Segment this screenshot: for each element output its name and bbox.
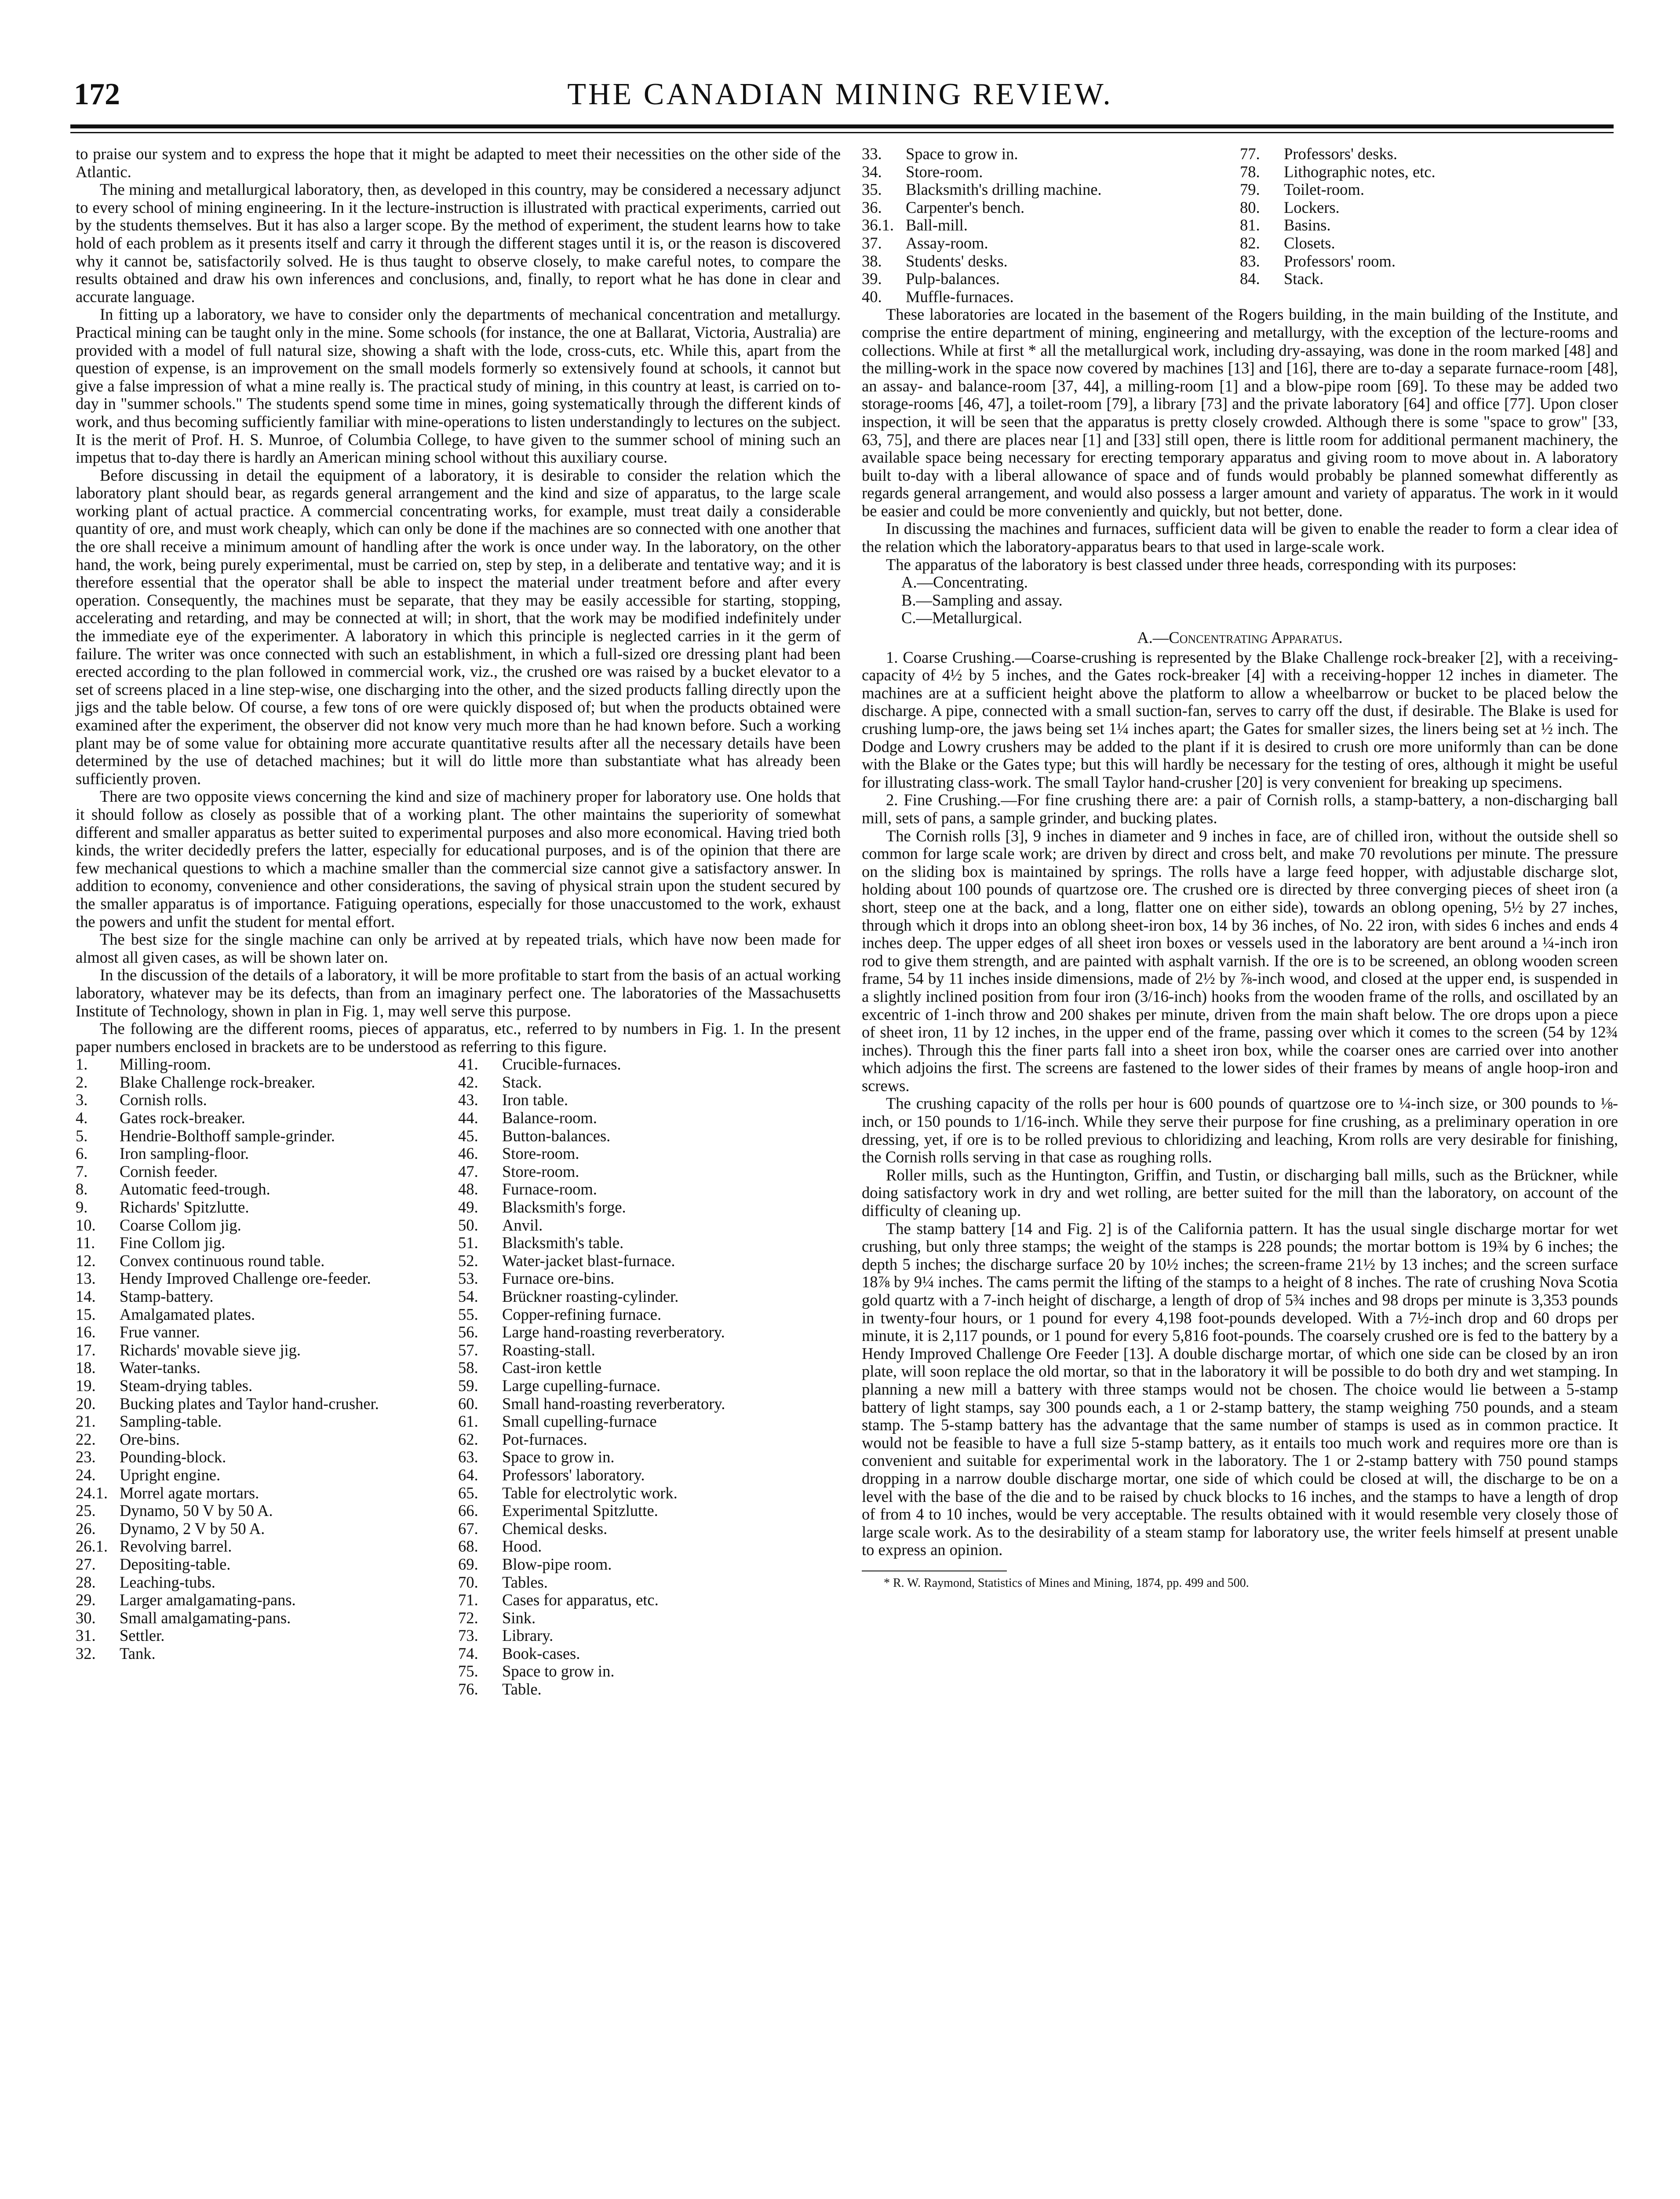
item-label: Iron sampling-floor. — [120, 1144, 249, 1163]
list-item — [76, 1609, 458, 1627]
item-number: 48. — [458, 1180, 478, 1198]
item-label: Automatic feed-trough. — [120, 1180, 270, 1198]
item-number: 22. — [76, 1430, 96, 1448]
list-item — [76, 1395, 458, 1413]
item-label: Pulp-balances. — [906, 270, 1000, 288]
item-number: 34. — [862, 162, 882, 181]
paragraph: In fitting up a laboratory, we have to consider only the departments of mechanical concentration and metallurgy. Practical mining can be taught only in the mine. Some schools (for instance, the one at Ballarat, Victoria, Australia) are provided with a model of full natural size, showing a shaft with the lode, cross-cuts, etc. While this, apart from the question of expense, is an improvement on the small models formerly so extensively found at schools, it cannot but give a false impression of what a mine really is. The practical study of mining, in this country at least, is carried on to-day in "summer schools." The students spend some time in mines, going systematically through the different kinds of work, and thus becoming sufficiently familiar with mine-operations to listen understandingly to lectures on the subject. It is the merit of Prof. H. S. Munroe, of Columbia College, to have given to the summer school of mining such an impetus that to-day there is hardly an American mining school without this auxiliary course. — [76, 305, 841, 467]
item-label: Ore-bins. — [120, 1430, 180, 1448]
list-item — [76, 1466, 458, 1484]
item-label: Bucking plates and Taylor hand-crusher. — [120, 1394, 379, 1413]
list-item — [458, 1252, 841, 1270]
item-number: 62. — [458, 1430, 478, 1448]
item-label: Tables. — [502, 1573, 548, 1591]
item-number: 43. — [458, 1091, 478, 1109]
list-item — [458, 1163, 841, 1181]
list-item — [458, 1395, 841, 1413]
item-number: 44. — [458, 1109, 478, 1127]
paragraph: The apparatus of the laboratory is best classed under three heads, corresponding with its purposes: — [886, 555, 1517, 573]
item-number: 46. — [458, 1144, 478, 1163]
item-label: Hendrie-Bolthoff sample-grinder. — [120, 1126, 335, 1145]
item-number: 55. — [458, 1305, 478, 1323]
item-number: 25. — [76, 1501, 96, 1520]
list-item — [458, 1413, 841, 1431]
list-item — [76, 1591, 458, 1609]
item-number: 68. — [458, 1537, 478, 1556]
item-label: Small cupelling-furnace — [502, 1412, 657, 1431]
item-label: Button-balances. — [502, 1126, 611, 1145]
item-number: 3. — [76, 1091, 88, 1109]
list-item — [458, 1448, 841, 1466]
list-item — [76, 1074, 458, 1092]
list-item — [458, 1502, 841, 1520]
list-item — [1240, 216, 1618, 234]
item-label: Blacksmith's drilling machine. — [906, 180, 1102, 199]
item-number: 84. — [1240, 270, 1260, 288]
item-number: 58. — [458, 1359, 478, 1377]
list-item — [458, 1216, 841, 1235]
paragraph: These laboratories are located in the basement of the Rogers building, in the main building of the Institute, and comprise the entire department of mining, engineering and metallurgy, with the exception of the lecture-rooms and collections. While at first * all the metallurgical work, including dry-assaying, was done in the room marked [48] and the milling-work in the space now covered by machines [13] and [16], there are to-day a separate furnace-room [48], an assay- and balance-room [37, 44], a milling-room [1] and a blow-pipe room [69]. To these may be added two storage-rooms [46, 47], a toilet-room [79], a library [73] and the private laboratory [64] and office [77]. Upon closer inspection, it will be seen that the apparatus is pretty closely crowded. Although there is some "space to grow" [33, 63, 75], and there are places near [1] and [33] still open, there is little room for additional permanent machinery, the available space being necessary for erecting temporary apparatus and giving room to move about in. A laboratory built to-day with a liberal allowance of space and of funds would probably be planned somewhat differently as regards general arrangement, and would also possess a larger amount and variety of apparatus. The work in it would be easier and could be more conveniently and quickly, but not better, done. — [862, 305, 1618, 520]
item-number: 35. — [862, 180, 882, 199]
item-label: Stamp-battery. — [120, 1287, 214, 1305]
item-number: 33. — [862, 145, 882, 163]
list-item — [862, 252, 1240, 270]
list-item — [76, 1323, 458, 1341]
list-item — [458, 1520, 841, 1538]
item-number: 40. — [862, 287, 882, 306]
list-item — [458, 1180, 841, 1198]
list-item — [458, 1270, 841, 1288]
paragraph: Roller mills, such as the Huntington, Griffin, and Tustin, or discharging ball mills, such as the Brückner, while doing satisfactory work in dry and wet rolling, are better suited for the mill than the laboratory, on account of the difficulty of cleaning up. — [862, 1165, 1618, 1220]
item-number: 11. — [76, 1234, 95, 1252]
item-number: 24. — [76, 1465, 96, 1484]
list-item — [458, 1627, 841, 1645]
list-item — [76, 1574, 458, 1592]
list-item — [76, 1448, 458, 1466]
list-item — [458, 1359, 841, 1377]
item-number: 77. — [1240, 145, 1260, 163]
item-number: 10. — [76, 1216, 96, 1234]
paragraph: Before discussing in detail the equipment of a laboratory, it is desirable to consider the relation which the laboratory plant should bear, as regards general arrangement and the kind and size of apparatus, to the large scale working plant of actual practice. A commercial concentrating works, for example, must treat daily a considerable quantity of ore, and must work cheaply, which can only be done if the machines are so connected with one another that the ore shall receive a minimum amount of handling after the work is once under way. In the laboratory, on the other hand, the work, being purely experimental, must be carried on, step by step, in a deliberate and tentative way; and it is therefore essential that the operator shall be able to inspect the material under treatment before and after every operation. Consequently, the machines must be separate, that they may be easily accessible for starting, stopping, accelerating and retarding, and may be connected at will; in short, that the work may be modified indefinitely under the immediate eye of the experimenter. A laboratory in which this principle is neglected carries in it the germ of failure. The writer was once connected with such an establishment, in which a full-sized ore dressing plant had been erected according to the plan followed in commercial work, viz., the crushed ore was raised by a bucket elevator to a set of screens placed in a line step-wise, one discharging into the other, and the sized products falling directly upon the jigs and the table below. Of course, a few tons of ore were quickly disposed of; but when the products obtained were examined after the experiment, the observer did not know very much more than he had known before. Such a working plant may be of some value for obtaining more accurate quantitative results after all the necessary details have been determined by the use of detached machines; but it will do little more than substantiate what has already been sufficiently proven. — [76, 466, 841, 788]
list-item — [76, 1091, 458, 1109]
item-number: 73. — [458, 1626, 478, 1645]
list-item — [1240, 270, 1618, 288]
item-label: Table for electrolytic work. — [502, 1483, 678, 1502]
item-label: Blacksmith's table. — [502, 1234, 624, 1252]
item-label: Stack. — [1284, 270, 1324, 288]
legend-list — [76, 1056, 841, 1698]
item-number: 13. — [76, 1269, 96, 1288]
item-number: 30. — [76, 1608, 96, 1627]
list-item — [76, 1377, 458, 1395]
list-item — [76, 1109, 458, 1127]
list-item — [1240, 181, 1618, 199]
item-label: Assay-room. — [906, 234, 988, 252]
item-label: Toilet-room. — [1284, 180, 1364, 199]
item-number: 19. — [76, 1376, 96, 1395]
item-label: Blacksmith's forge. — [502, 1198, 626, 1216]
item-number: 49. — [458, 1198, 478, 1216]
list-item — [862, 288, 1240, 306]
paragraph: In discussing the machines and furnaces, sufficient data will be given to enable the reader to form a clear idea of the relation which the laboratory-apparatus bears to that used in large-scale work. — [862, 519, 1618, 556]
footnote: * R. W. Raymond, Statistics of Mines and Mining, 1874, pp. 499 and 500. — [884, 1576, 1249, 1590]
item-number: 66. — [458, 1501, 478, 1520]
legend-column-d — [1240, 145, 1618, 306]
paragraph: The stamp battery [14 and Fig. 2] is of the California pattern. It has the usual single discharge mortar for wet crushing, but only three stamps; the weight of the stamps is 228 pounds; the mortar bottom is 19¾ by 6 inches; the depth 5 inches; the discharge surface 20 by 10½ inches; the screen-frame 21½ by 13 inches; and the screen surface 18⅞ by 9¼ inches. The cams permit the lifting of the stamps to a height of 8 inches. The rate of crushing Nova Scotia gold quartz with a 7-inch height of discharge, a length of drop of 5¾ inches and 98 drops per minute is 3,353 pounds in twenty-four hours, or 1 pound for every 4,198 foot-pounds developed. With a 7½-inch drop and 60 drops per minute, it is 2,117 pounds, or 1 pound for every 5,816 foot-pounds. The coarsely crushed ore is fed to the battery by a Hendy Improved Challenge Ore Feeder [13]. A double discharge mortar, of which one side can be closed by an iron plate, will soon replace the old mortar, so that in the laboratory it will be possible to do both dry and wet stamping. In planning a new mill a battery with three stamps would not be chosen. The choice would lie between a 5-stamp battery of light stamps, say 300 pounds each, a 1 or 2-stamp battery, the stamp weighing 750 pounds, and a steam stamp. The 5-stamp battery has the advantage that the same number of stamps is used as in common practice. It would not be feasible to have a full size 5-stamp battery, as it entails too much work and requires more ore than is convenient and suitable for experimental work in the laboratory. The 1 or 2-stamp battery with 750 pound stamps dropping in a narrow double discharge mortar, one side of which could be closed at will, the discharge to be on a level with the base of the die and to be raised by chuck blocks to 16 inches, and the stamps to have a length of drop of from 4 to 10 inches, would be very acceptable. The results obtained with it would resemble very closely those of large scale work. As to the desirability of a steam stamp for laboratory use, the writer feels himself at present unable to express an opinion. — [862, 1219, 1618, 1559]
item-label: Crucible-furnaces. — [502, 1055, 621, 1074]
item-label: Morrel agate mortars. — [120, 1483, 259, 1502]
item-number: 81. — [1240, 216, 1260, 234]
item-number: 64. — [458, 1465, 478, 1484]
item-label: Cases for apparatus, etc. — [502, 1591, 659, 1609]
paragraph: There are two opposite views concerning the kind and size of machinery proper for laboratory use. One holds that it should follow as closely as possible that of a working plant. The other maintains the superiority of somewhat different and smaller apparatus as better suited to experimental purposes and also more economical. Having tried both kinds, the writer decidedly prefers the latter, especially for educational purposes, and is of the opinion that there are few mechanical questions to which a machine smaller than the commercial size cannot give a satisfactory answer. In addition to economy, convenience and other considerations, the saving of physical strain upon the student secured by the smaller apparatus is of importance. Fatiguing operations, especially for those unaccustomed to the work, exhaust the powers and unfit the student for mental effort. — [76, 787, 841, 931]
head-c: C.—Metallurgical. — [901, 609, 1023, 627]
paragraph: In the discussion of the details of a laboratory, it will be more profitable to start from the basis of an actual working laboratory, whatever may be its defects, than from an imaginary perfect one. The laboratories of the Massachusetts Institute of Technology, shown in plan in Fig. 1, may well serve this purpose. — [76, 966, 841, 1020]
item-label: Brückner roasting-cylinder. — [502, 1287, 679, 1305]
list-item — [458, 1645, 841, 1663]
item-label: Hood. — [502, 1537, 542, 1556]
item-number: 65. — [458, 1483, 478, 1502]
list-item — [76, 1127, 458, 1145]
item-number: 16. — [76, 1323, 96, 1341]
item-label: Ball-mill. — [906, 216, 968, 234]
right-column — [862, 145, 1618, 1591]
list-item — [458, 1431, 841, 1449]
item-label: Store-room. — [502, 1144, 579, 1163]
item-number: 5. — [76, 1126, 88, 1145]
header-rule — [70, 124, 1614, 128]
list-item — [76, 1252, 458, 1270]
item-number: 26.1. — [76, 1537, 108, 1556]
item-label: Steam-drying tables. — [120, 1376, 253, 1395]
list-item — [76, 1413, 458, 1431]
item-number: 69. — [458, 1555, 478, 1573]
list-item — [458, 1056, 841, 1074]
item-number: 28. — [76, 1573, 96, 1591]
item-number: 32. — [76, 1644, 96, 1662]
item-label: Settler. — [120, 1626, 165, 1645]
item-label: Sink. — [502, 1608, 536, 1627]
item-label: Copper-refining furnace. — [502, 1305, 662, 1323]
list-item — [76, 1484, 458, 1502]
item-label: Depositing-table. — [120, 1555, 231, 1573]
item-label: Hendy Improved Challenge ore-feeder. — [120, 1269, 371, 1288]
list-item — [862, 181, 1240, 199]
left-column — [76, 145, 841, 1699]
item-label: Richards' Spitzlutte. — [120, 1198, 249, 1216]
item-label: Balance-room. — [502, 1109, 597, 1127]
paragraph: The crushing capacity of the rolls per hour is 600 pounds of quartzose ore to ¼-inch size, or 300 pounds to ⅛-inch, or 150 pounds to 1/16-inch. While they serve their purpose for fine crushing, as a preliminary operation in ore dressing, yet, if ore is to be rolled previous to chloridizing and leaching, Krom rolls are very desirable for finishing, the Cornish rolls serving in that case as roughing rolls. — [862, 1094, 1618, 1166]
item-label: Small amalgamating-pans. — [120, 1608, 291, 1627]
item-label: Closets. — [1284, 234, 1335, 252]
list-item — [862, 163, 1240, 181]
item-label: Leaching-tubs. — [120, 1573, 215, 1591]
list-item — [76, 1359, 458, 1377]
item-label: Small hand-roasting reverberatory. — [502, 1394, 725, 1413]
item-number: 27. — [76, 1555, 96, 1573]
item-label: Professors' desks. — [1284, 145, 1398, 163]
item-number: 60. — [458, 1394, 478, 1413]
item-number: 15. — [76, 1305, 96, 1323]
item-label: Anvil. — [502, 1216, 543, 1234]
list-item — [76, 1288, 458, 1306]
item-label: Store-room. — [906, 162, 983, 181]
item-number: 4. — [76, 1109, 88, 1127]
item-label: Space to grow in. — [906, 145, 1018, 163]
list-item — [76, 1520, 458, 1538]
item-label: Gates rock-breaker. — [120, 1109, 245, 1127]
item-number: 45. — [458, 1126, 478, 1145]
running-head: THE CANADIAN MINING REVIEW. — [567, 77, 1113, 111]
item-number: 31. — [76, 1626, 96, 1645]
item-label: Tank. — [120, 1644, 156, 1662]
item-label: Large hand-roasting reverberatory. — [502, 1323, 725, 1341]
item-number: 74. — [458, 1644, 478, 1662]
item-label: Amalgamated plates. — [120, 1305, 255, 1323]
paragraph: The mining and metallurgical laboratory, then, as developed in this country, may be considered a necessary adjunct to every school of mining engineering. In it the lecture-instruction is illustrated with practical experiments, carried out by the students themselves. But it has also a larger scope. By the method of experiment, the student learns how to take hold of each problem as it presents itself and carry it through the different stages until it is, or the reason is discovered why it cannot be, satisfactorily solved. He is thus taught to observe closely, to make careful notes, to compare the results obtained and draw his own inferences and conclusions, and, finally, to report what he has done in clear and accurate language. — [76, 180, 841, 306]
list-item — [458, 1074, 841, 1092]
item-number: 20. — [76, 1394, 96, 1413]
paragraph: 2. Fine Crushing.—For fine crushing there are: a pair of Cornish rolls, a stamp-battery, a non-discharging ball mill, sets of pans, a sample grinder, and bucking plates. — [862, 791, 1618, 827]
list-item — [458, 1609, 841, 1627]
item-number: 75. — [458, 1662, 478, 1680]
list-item — [458, 1556, 841, 1574]
item-label: Students' desks. — [906, 252, 1008, 270]
item-label: Frue vanner. — [120, 1323, 200, 1341]
item-number: 2. — [76, 1073, 88, 1091]
item-number: 51. — [458, 1234, 478, 1252]
item-number: 78. — [1240, 162, 1260, 181]
item-number: 52. — [458, 1251, 478, 1270]
list-item — [458, 1341, 841, 1359]
list-item — [458, 1538, 841, 1556]
list-item — [458, 1145, 841, 1163]
item-label: Cornish rolls. — [120, 1091, 207, 1109]
item-number: 76. — [458, 1680, 478, 1699]
item-number: 47. — [458, 1162, 478, 1180]
item-label: Professors' laboratory. — [502, 1465, 645, 1484]
list-item — [76, 1145, 458, 1163]
list-item — [76, 1306, 458, 1324]
list-item — [458, 1574, 841, 1592]
item-number: 63. — [458, 1448, 478, 1466]
item-label: Blow-pipe room. — [502, 1555, 612, 1573]
list-item — [1240, 163, 1618, 181]
item-label: Lithographic notes, etc. — [1284, 162, 1436, 181]
list-item — [76, 1163, 458, 1181]
item-label: Large cupelling-furnace. — [502, 1376, 661, 1395]
item-number: 50. — [458, 1216, 478, 1234]
item-label: Table. — [502, 1680, 542, 1699]
item-number: 54. — [458, 1287, 478, 1305]
legend-column-c — [862, 145, 1240, 306]
item-number: 24.1. — [76, 1483, 108, 1502]
head-a: A.—Concentrating. — [901, 573, 1028, 592]
list-item — [458, 1306, 841, 1324]
list-item — [1240, 234, 1618, 252]
item-number: 72. — [458, 1608, 478, 1627]
item-label: Roasting-stall. — [502, 1341, 595, 1359]
list-item — [458, 1091, 841, 1109]
paragraph: The best size for the single machine can only be arrived at by repeated trials, which have now been made for almost all given cases, as will be shown later on. — [76, 930, 841, 966]
item-number: 18. — [76, 1359, 96, 1377]
list-item — [76, 1538, 458, 1556]
list-item — [76, 1056, 458, 1074]
item-label: Basins. — [1284, 216, 1331, 234]
item-label: Cast-iron kettle — [502, 1359, 602, 1377]
paragraph: The Cornish rolls [3], 9 inches in diameter and 9 inches in face, are of chilled iron, without the outside shell so common for large scale work; are driven by direct and cross belt, and make 70 revolutions per minute. The pressure on the sliding box is maintained by springs. The rolls have a large feed hopper, with adjustable discharge slot, holding about 100 pounds of quartzose ore. The crushed ore is directed by three converging pieces of sheet iron (a short, steep one at the back, and a long, flatter one on either side), towards an oblong opening, 5½ by 27 inches, through which it drops into an oblong sheet-iron box, 14 by 36 inches, of No. 22 iron, with sides 6 inches and ends 4 inches deep. The upper edges of all sheet iron boxes or vessels used in the laboratory are bent around a ¼-inch iron rod to give them strength, and are painted with asphalt varnish. If the ore is to be screened, an oblong wooden screen frame, 54 by 11 inches inside dimensions, made of 2½ by ⅞-inch wood, and closed at the upper end, is suspended in a slightly inclined position from four iron (3/16-inch) hooks from the wooden frame of the rolls, and oscillated by an excentric of 1-inch throw and 200 shakes per minute, driven from the main shaft below. The ore drops upon a piece of sheet iron, 11 by 12 inches, in the upper end of the frame, passing over which it comes to the screen (54 by 12¾ inches). Through this the finer parts fall into a sheet iron box, while the coarser ones are carried over into another which adjoins the first. The screens are fastened to the lower sides of their frames by means of angle hoop-iron and screws. — [862, 826, 1618, 1095]
list-item — [458, 1288, 841, 1306]
paragraph: to praise our system and to express the hope that it might be adapted to meet their necessities on the other side of the Atlantic. — [76, 145, 841, 181]
item-label: Carpenter's bench. — [906, 198, 1025, 216]
list-item — [458, 1662, 841, 1680]
item-number: 6. — [76, 1144, 88, 1163]
item-number: 7. — [76, 1162, 88, 1180]
item-label: Blake Challenge rock-breaker. — [120, 1073, 315, 1091]
item-number: 38. — [862, 252, 882, 270]
item-label: Stack. — [502, 1073, 542, 1091]
list-item — [458, 1198, 841, 1216]
list-item — [458, 1234, 841, 1252]
item-label: Coarse Collom jig. — [120, 1216, 241, 1234]
item-number: 37. — [862, 234, 882, 252]
list-item — [458, 1591, 841, 1609]
list-item — [76, 1341, 458, 1359]
section-title: A.—Concentrating Apparatus. — [1137, 628, 1343, 647]
list-item — [862, 234, 1240, 252]
legend-list-continued — [862, 145, 1618, 306]
item-label: Water-jacket blast-furnace. — [502, 1251, 675, 1270]
list-item — [862, 270, 1240, 288]
list-item — [1240, 199, 1618, 217]
item-label: Space to grow in. — [502, 1662, 615, 1680]
item-number: 39. — [862, 270, 882, 288]
item-label: Chemical desks. — [502, 1519, 608, 1538]
item-label: Iron table. — [502, 1091, 568, 1109]
list-item — [862, 199, 1240, 217]
list-item — [458, 1466, 841, 1484]
item-label: Upright engine. — [120, 1465, 221, 1484]
item-label: Furnace-room. — [502, 1180, 597, 1198]
item-number: 36. — [862, 198, 882, 216]
item-number: 67. — [458, 1519, 478, 1538]
item-number: 12. — [76, 1251, 96, 1270]
item-number: 14. — [76, 1287, 96, 1305]
page-number: 172 — [74, 77, 120, 111]
item-number: 61. — [458, 1412, 478, 1431]
item-label: Experimental Spitzlutte. — [502, 1501, 658, 1520]
list-item — [76, 1216, 458, 1235]
list-item — [76, 1431, 458, 1449]
legend-column-b — [458, 1056, 841, 1698]
item-number: 83. — [1240, 252, 1260, 270]
item-number: 17. — [76, 1341, 96, 1359]
item-number: 53. — [458, 1269, 478, 1288]
item-number: 36.1. — [862, 216, 894, 234]
item-number: 41. — [458, 1055, 478, 1074]
legend-column-a — [76, 1056, 458, 1698]
item-label: Furnace ore-bins. — [502, 1269, 615, 1288]
class-heads — [862, 573, 1618, 627]
item-number: 56. — [458, 1323, 478, 1341]
item-number: 57. — [458, 1341, 478, 1359]
list-item — [76, 1627, 458, 1645]
item-label: Convex continuous round table. — [120, 1251, 325, 1270]
item-number: 26. — [76, 1519, 96, 1538]
list-item — [76, 1234, 458, 1252]
item-label: Cornish feeder. — [120, 1162, 218, 1180]
list-item — [1240, 145, 1618, 163]
list-item — [862, 216, 1240, 234]
item-number: 71. — [458, 1591, 478, 1609]
item-label: Larger amalgamating-pans. — [120, 1591, 296, 1609]
item-number: 29. — [76, 1591, 96, 1609]
item-label: Muffle-furnaces. — [906, 287, 1014, 306]
item-number: 80. — [1240, 198, 1260, 216]
list-item — [76, 1198, 458, 1216]
item-label: Richards' movable sieve jig. — [120, 1341, 301, 1359]
list-item — [458, 1680, 841, 1699]
item-label: Pot-furnaces. — [502, 1430, 587, 1448]
item-label: Revolving barrel. — [120, 1537, 232, 1556]
item-label: Fine Collom jig. — [120, 1234, 226, 1252]
item-number: 9. — [76, 1198, 88, 1216]
item-number: 8. — [76, 1180, 88, 1198]
item-number: 59. — [458, 1376, 478, 1395]
list-item — [76, 1645, 458, 1663]
item-label: Space to grow in. — [502, 1448, 615, 1466]
list-item — [458, 1484, 841, 1502]
head-b: B.—Sampling and assay. — [901, 591, 1063, 609]
item-label: Sampling-table. — [120, 1412, 222, 1431]
list-item — [76, 1270, 458, 1288]
item-label: Pounding-block. — [120, 1448, 226, 1466]
item-number: 42. — [458, 1073, 478, 1091]
item-label: Water-tanks. — [120, 1359, 200, 1377]
item-number: 1. — [76, 1055, 88, 1074]
paragraph: The following are the different rooms, pieces of apparatus, etc., referred to by numbers in Fig. 1. In the present paper numbers enclosed in brackets are to be understood as referring to this figure. — [76, 1019, 841, 1056]
list-item — [76, 1180, 458, 1198]
paragraph: 1. Coarse Crushing.—Coarse-crushing is represented by the Blake Challenge rock-breaker [2], with a receiving-capacity of 4½ by 5 inches, and the Gates rock-breaker [4] with a receiving-hopper 12 inches in diameter. The machines are at a sufficient height above the platform to allow a wheelbarrow or bucket to be placed below the discharge. A pipe, connected with a small suction-fan, serves to carry off the dust, if desirable. The Blake is used for crushing lump-ore, the jaws being set 1¼ inches apart; the Gates for smaller sizes, the liners being set at ½ inch. The Dodge and Lowry crushers may be added to the plant if it is desired to crush ore more uniformly than can be done with the Blake or the Gates type; but this will hardly be necessary for the testing of ores, although it might be useful for illustrating class-work. The small Taylor hand-crusher [20] is very convenient for breaking up specimens. — [862, 648, 1618, 791]
item-label: Milling-room. — [120, 1055, 211, 1074]
list-item — [458, 1109, 841, 1127]
item-label: Store-room. — [502, 1162, 579, 1180]
item-number: 82. — [1240, 234, 1260, 252]
item-number: 70. — [458, 1573, 478, 1591]
list-item — [458, 1377, 841, 1395]
list-item — [458, 1323, 841, 1341]
list-item — [862, 145, 1240, 163]
item-label: Library. — [502, 1626, 554, 1645]
item-label: Dynamo, 50 V by 50 A. — [120, 1501, 273, 1520]
list-item — [76, 1502, 458, 1520]
item-label: Professors' room. — [1284, 252, 1396, 270]
item-number: 79. — [1240, 180, 1260, 199]
list-item — [1240, 252, 1618, 270]
item-number: 21. — [76, 1412, 96, 1431]
item-label: Book-cases. — [502, 1644, 580, 1662]
list-item — [458, 1127, 841, 1145]
item-number: 23. — [76, 1448, 96, 1466]
item-label: Dynamo, 2 V by 50 A. — [120, 1519, 265, 1538]
list-item — [76, 1556, 458, 1574]
item-label: Lockers. — [1284, 198, 1340, 216]
header-rule-thin — [70, 132, 1614, 133]
